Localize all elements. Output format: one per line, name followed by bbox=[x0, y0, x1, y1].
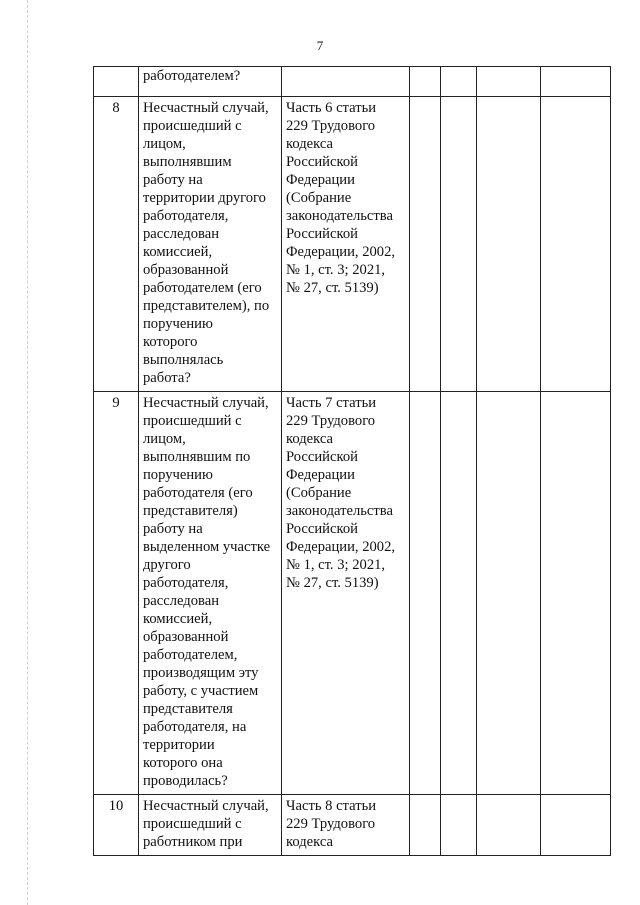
answer-no-cell[interactable] bbox=[441, 392, 477, 795]
question-cell: Несчастный случай, происшедший с лицом, выполнявшим по поручению работодателя (его представителя) работу на выделенном участке другого работодателя, расследован комиссией, образованной работодателем, производящим эту работу, с участием представителя работодателя, на территории которого она проводилась? bbox=[139, 392, 282, 795]
note-cell[interactable] bbox=[541, 392, 611, 795]
answer-yes-cell[interactable] bbox=[410, 67, 441, 97]
table-row bbox=[94, 97, 611, 392]
answer-not-applicable-cell[interactable] bbox=[477, 67, 541, 97]
note-cell[interactable] bbox=[541, 97, 611, 392]
table-row bbox=[94, 67, 611, 97]
legal-basis-cell bbox=[282, 67, 410, 97]
question-cell: работодателем? bbox=[139, 67, 282, 97]
table-row bbox=[94, 392, 611, 795]
table-row bbox=[94, 795, 611, 856]
legal-basis-cell: Часть 8 статьи 229 Трудового кодекса bbox=[282, 795, 410, 856]
note-cell[interactable] bbox=[541, 67, 611, 97]
question-cell: Несчастный случай, происшедший с лицом, выполнявшим работу на территории другого работодателя, расследован комиссией, образованной работодателем (его представителем), по поручению которого выполнялась работа? bbox=[139, 97, 282, 392]
answer-yes-cell[interactable] bbox=[410, 795, 441, 856]
legal-basis-cell: Часть 7 статьи 229 Трудового кодекса Российской Федерации (Собрание законодательства Российской Федерации, 2002, № 1, ст. 3; 2021, № 27, ст. 5139) bbox=[282, 392, 410, 795]
answer-no-cell[interactable] bbox=[441, 67, 477, 97]
answer-yes-cell[interactable] bbox=[410, 97, 441, 392]
row-number bbox=[94, 67, 139, 97]
question-cell: Несчастный случай, происшедший с работником при bbox=[139, 795, 282, 856]
page-number: 7 bbox=[316, 38, 324, 53]
answer-no-cell[interactable] bbox=[441, 795, 477, 856]
checklist-table bbox=[93, 66, 611, 856]
answer-no-cell[interactable] bbox=[441, 97, 477, 392]
note-cell[interactable] bbox=[541, 795, 611, 856]
legal-basis-cell: Часть 6 статьи 229 Трудового кодекса Российской Федерации (Собрание законодательства Российской Федерации, 2002, № 1, ст. 3; 2021, № 27, ст. 5139) bbox=[282, 97, 410, 392]
answer-not-applicable-cell[interactable] bbox=[477, 97, 541, 392]
row-number: 8 bbox=[94, 97, 139, 392]
answer-not-applicable-cell[interactable] bbox=[477, 795, 541, 856]
left-margin-line bbox=[27, 0, 28, 905]
answer-yes-cell[interactable] bbox=[410, 392, 441, 795]
answer-not-applicable-cell[interactable] bbox=[477, 392, 541, 795]
row-number: 10 bbox=[94, 795, 139, 856]
row-number: 9 bbox=[94, 392, 139, 795]
